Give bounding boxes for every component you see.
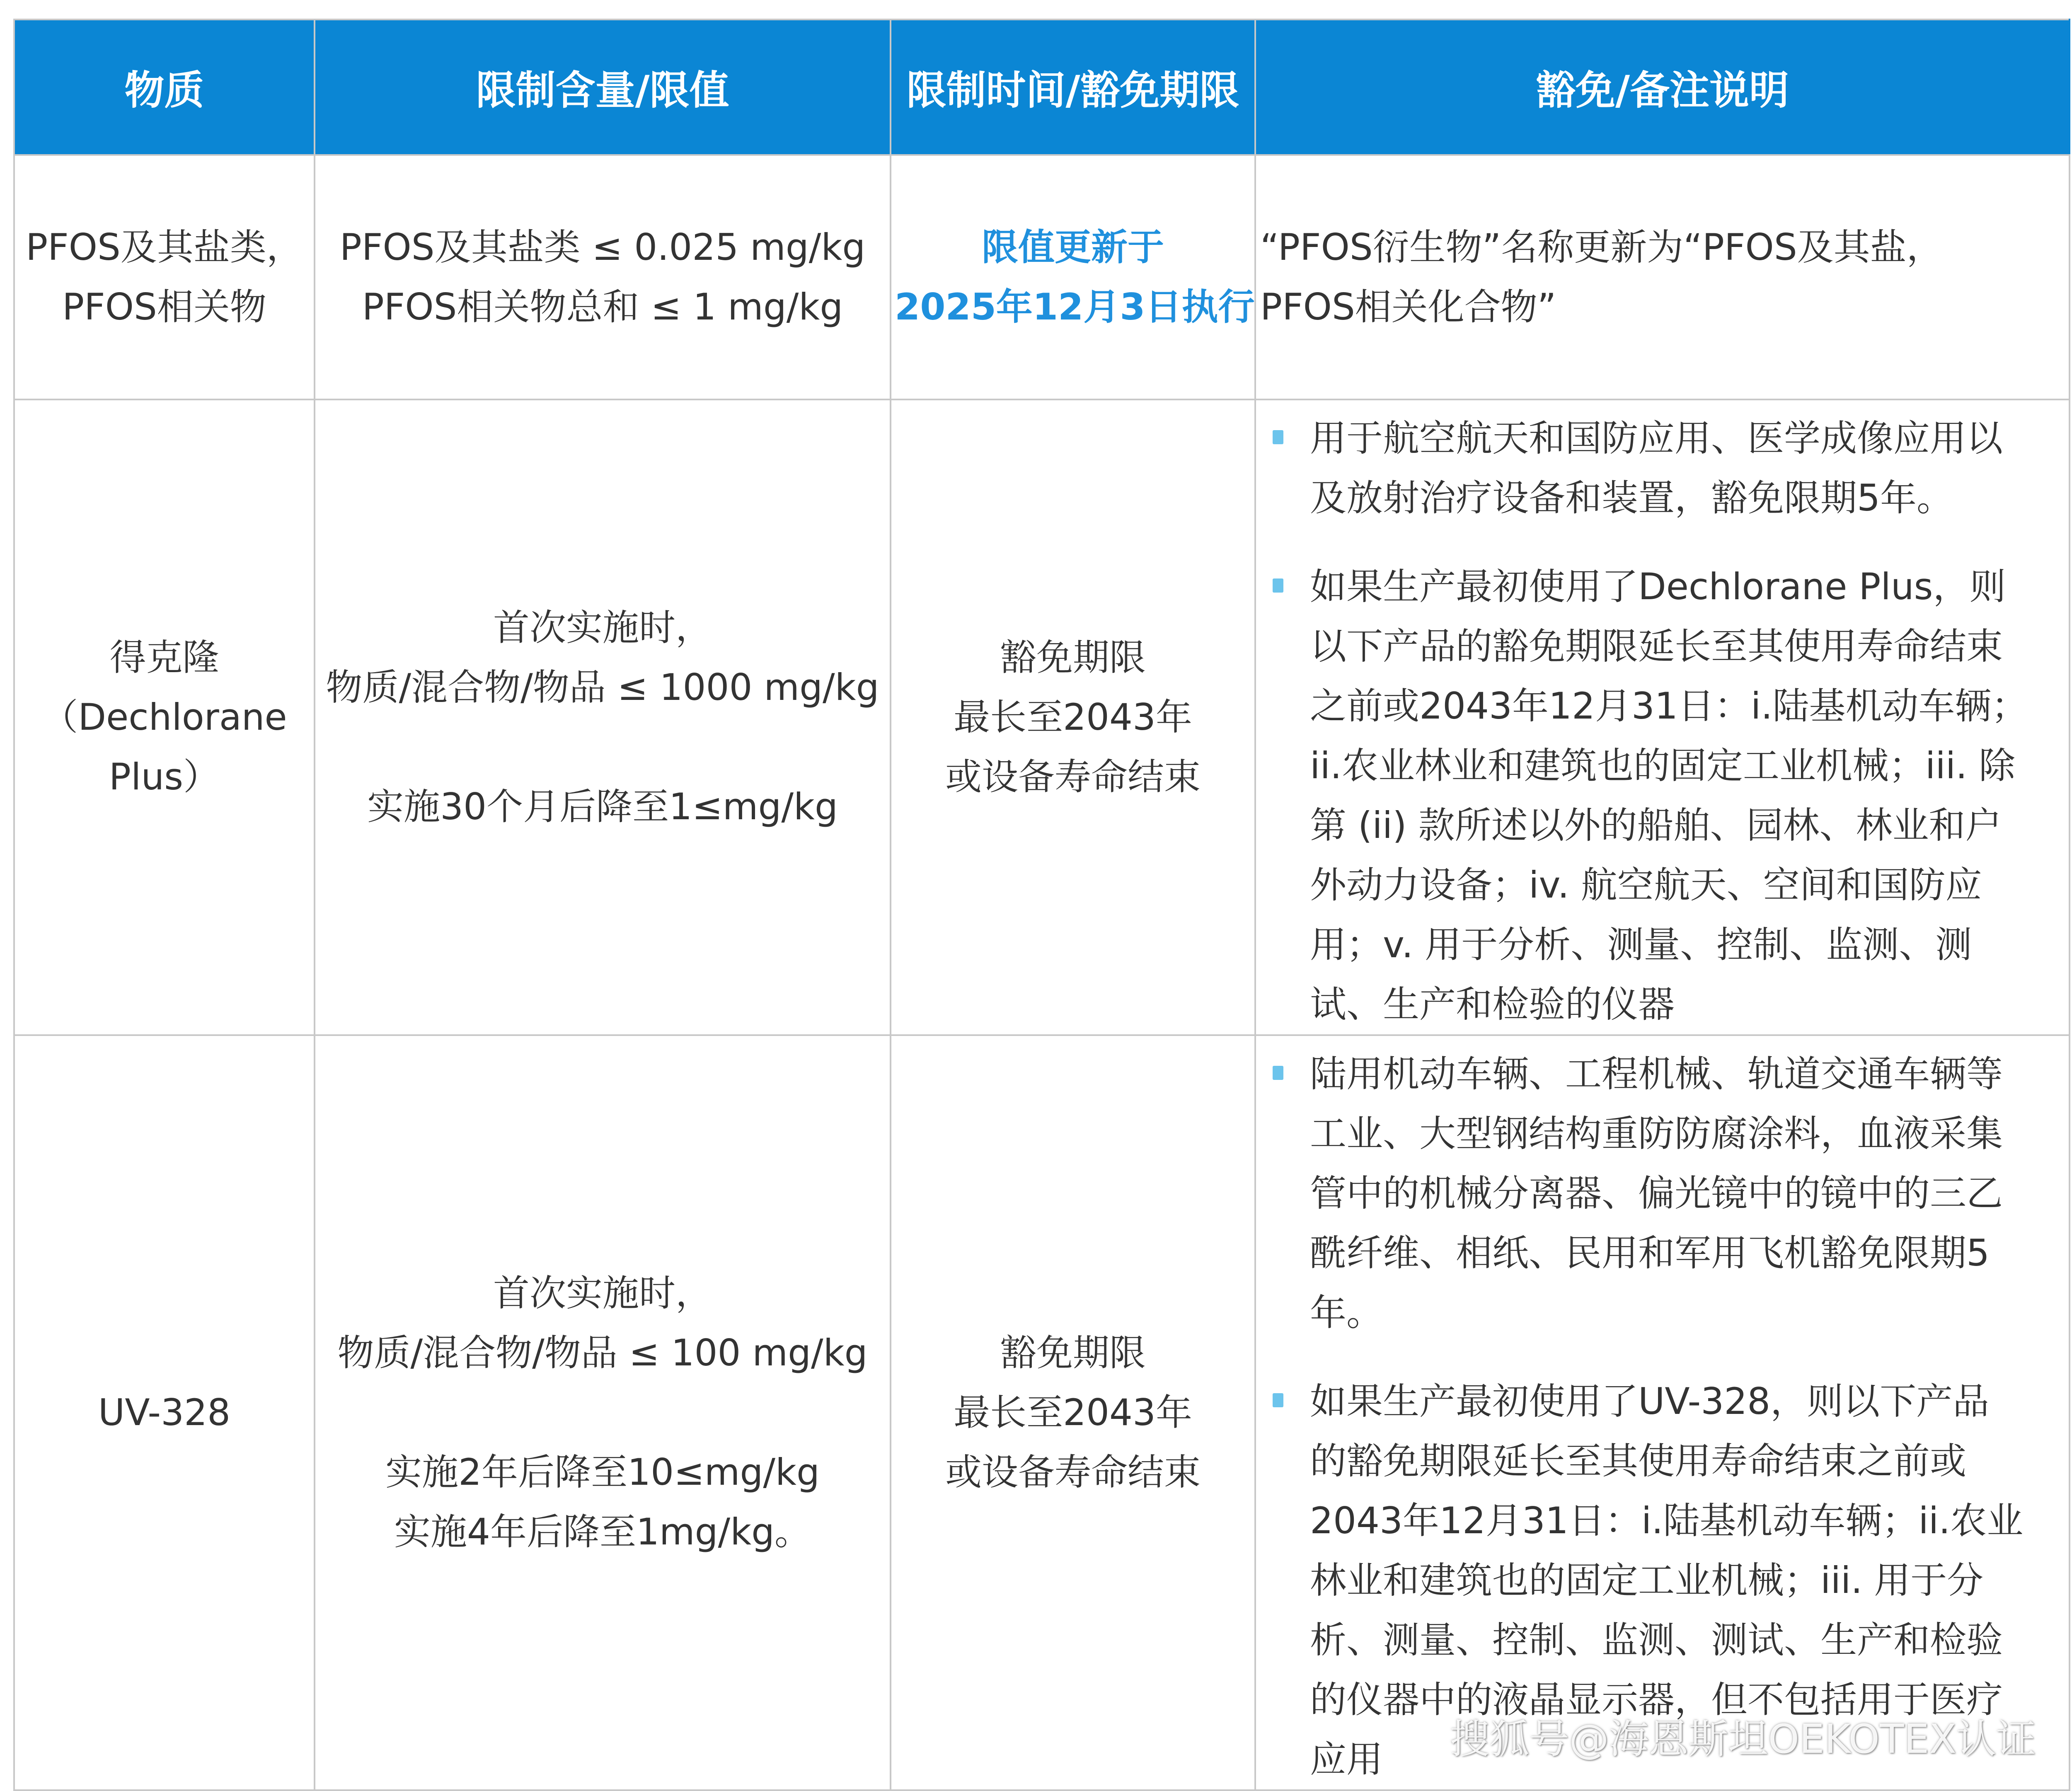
cell-line: 工业、大型钢结构重防防腐涂料，血液采集 xyxy=(1310,1112,2003,1155)
cell-line: 之前或2043年12月31日：i.陆基机动车辆； xyxy=(1310,685,2028,727)
table-header-row xyxy=(14,19,2070,155)
notes-cell xyxy=(1255,1035,2070,1790)
header-period: 限制时间/豁免期限 xyxy=(891,19,1255,155)
cell-line: 如果生产最初使用了UV-328，则以下产品 xyxy=(1310,1380,1990,1423)
cell-line: 外动力设备；iv. 航空航天、空间和国防应 xyxy=(1310,864,1982,906)
line-gap xyxy=(319,717,886,777)
bullet-square-icon xyxy=(1273,578,1283,593)
limit-cell xyxy=(315,399,891,1035)
cell-line: 酰纤维、相纸、民用和军用飞机豁免限期5 xyxy=(1310,1232,1990,1274)
cell-line: 试、生产和检验的仪器 xyxy=(1310,983,1675,1026)
notes-cell xyxy=(1255,155,2070,399)
cell-line: 年。 xyxy=(1310,1291,1383,1334)
cell-line: PFOS及其盐类 ≤ 0.025 mg/kg xyxy=(339,226,866,269)
header-notes: 豁免/备注说明 xyxy=(1255,19,2070,155)
substance-cell xyxy=(14,399,315,1035)
limit-cell xyxy=(315,1035,891,1790)
cell-line: 第 (ii) 款所述以外的船舶、园林、林业和户 xyxy=(1310,804,2002,847)
cell-line: 最长至2043年 xyxy=(954,696,1192,738)
cell-line: 陆用机动车辆、工程机械、轨道交通车辆等 xyxy=(1310,1053,2003,1095)
table-row xyxy=(14,1035,2070,1790)
cell-line: 用于航空航天和国防应用、医学成像应用以 xyxy=(1310,417,2003,460)
cell-line: 得克隆 xyxy=(109,636,219,679)
cell-line: PFOS相关物总和 ≤ 1 mg/kg xyxy=(362,286,843,328)
cell-line: Plus） xyxy=(109,755,220,798)
table-row xyxy=(14,155,2070,399)
cell-line: 最长至2043年 xyxy=(954,1391,1192,1434)
header-limit: 限制含量/限值 xyxy=(315,19,891,155)
cell-line: 物质/混合物/物品 ≤ 1000 mg/kg xyxy=(326,666,879,709)
cell-line: （Dechlorane xyxy=(41,696,287,738)
list-item xyxy=(1273,1044,2060,1343)
cell-line: 实施4年后降至1mg/kg。 xyxy=(394,1510,811,1553)
notes-list xyxy=(1273,1044,2060,1789)
limit-cell xyxy=(315,155,891,399)
cell-line: 的仪器中的液晶显示器，但不包括用于医疗 xyxy=(1310,1678,2003,1721)
cell-line: 首次实施时， xyxy=(493,606,712,649)
bullet-square-icon xyxy=(1273,1066,1283,1080)
bullet-square-icon xyxy=(1273,1393,1283,1407)
cell-line: 或设备寿命结束 xyxy=(945,1451,1201,1493)
notes-list xyxy=(1273,409,2060,1034)
cell-line: 管中的机械分离器、偏光镜中的镜中的三乙 xyxy=(1310,1172,2003,1215)
cell-line: PFOS相关物 xyxy=(62,286,266,328)
cell-line: 的豁免期限延长至其使用寿命结束之前或 xyxy=(1310,1440,1967,1482)
cell-line: 2025年12月3日执行 xyxy=(895,286,1255,328)
cell-line: 或设备寿命结束 xyxy=(945,755,1201,798)
period-cell xyxy=(891,1035,1255,1790)
period-cell-highlight xyxy=(891,155,1255,399)
notes-cell xyxy=(1255,399,2070,1035)
watermark: 搜狐号@海恩斯坦OEKOTEX认证 xyxy=(1450,1716,2036,1762)
cell-line: ii.农业林业和建筑也的固定工业机械；iii. 除 xyxy=(1310,744,2016,787)
cell-line: 应用 xyxy=(1310,1738,1383,1781)
cell-line: 如果生产最初使用了Dechlorane Plus，则 xyxy=(1310,565,2006,608)
period-cell xyxy=(891,399,1255,1035)
cell-line: 及放射治疗设备和装置，豁免限期5年。 xyxy=(1310,477,1953,519)
table-row xyxy=(14,399,2070,1035)
cell-line: 豁免期限 xyxy=(1000,636,1146,679)
cell-line: 析、测量、控制、监测、测试、生产和检验 xyxy=(1310,1619,2003,1661)
cell-line: 物质/混合物/物品 ≤ 100 mg/kg xyxy=(337,1331,868,1374)
cell-line: 2043年12月31日：i.陆基机动车辆；ii.农业 xyxy=(1310,1499,2024,1542)
line-gap xyxy=(319,1383,886,1442)
cell-line: 林业和建筑也的固定工业机械；iii. 用于分 xyxy=(1310,1559,1984,1602)
list-item xyxy=(1273,409,2060,528)
substance-cell xyxy=(14,155,315,399)
cell-line: 实施2年后降至10≤mg/kg xyxy=(385,1451,820,1493)
bullet-square-icon xyxy=(1273,430,1283,444)
header-substance: 物质 xyxy=(14,19,315,155)
cell-line: 用；v. 用于分析、测量、控制、监测、测 xyxy=(1310,923,1972,966)
cell-line: 以下产品的豁免期限延长至其使用寿命结束 xyxy=(1310,625,2003,668)
list-item xyxy=(1273,557,2060,1034)
cell-line: PFOS及其盐类， xyxy=(26,226,303,269)
cell-line: 限值更新于 xyxy=(981,226,1164,269)
cell-line: PFOS相关化合物” xyxy=(1260,286,1556,328)
cell-line: 实施30个月后降至1≤mg/kg xyxy=(367,785,838,828)
regulation-table xyxy=(13,19,2070,1791)
cell-line: 豁免期限 xyxy=(1000,1331,1146,1374)
cell-line: “PFOS衍生物”名称更新为“PFOS及其盐， xyxy=(1260,226,1943,269)
substance-cell xyxy=(14,1035,315,1790)
cell-line: 首次实施时， xyxy=(493,1272,712,1314)
cell-line: UV-328 xyxy=(98,1391,231,1434)
